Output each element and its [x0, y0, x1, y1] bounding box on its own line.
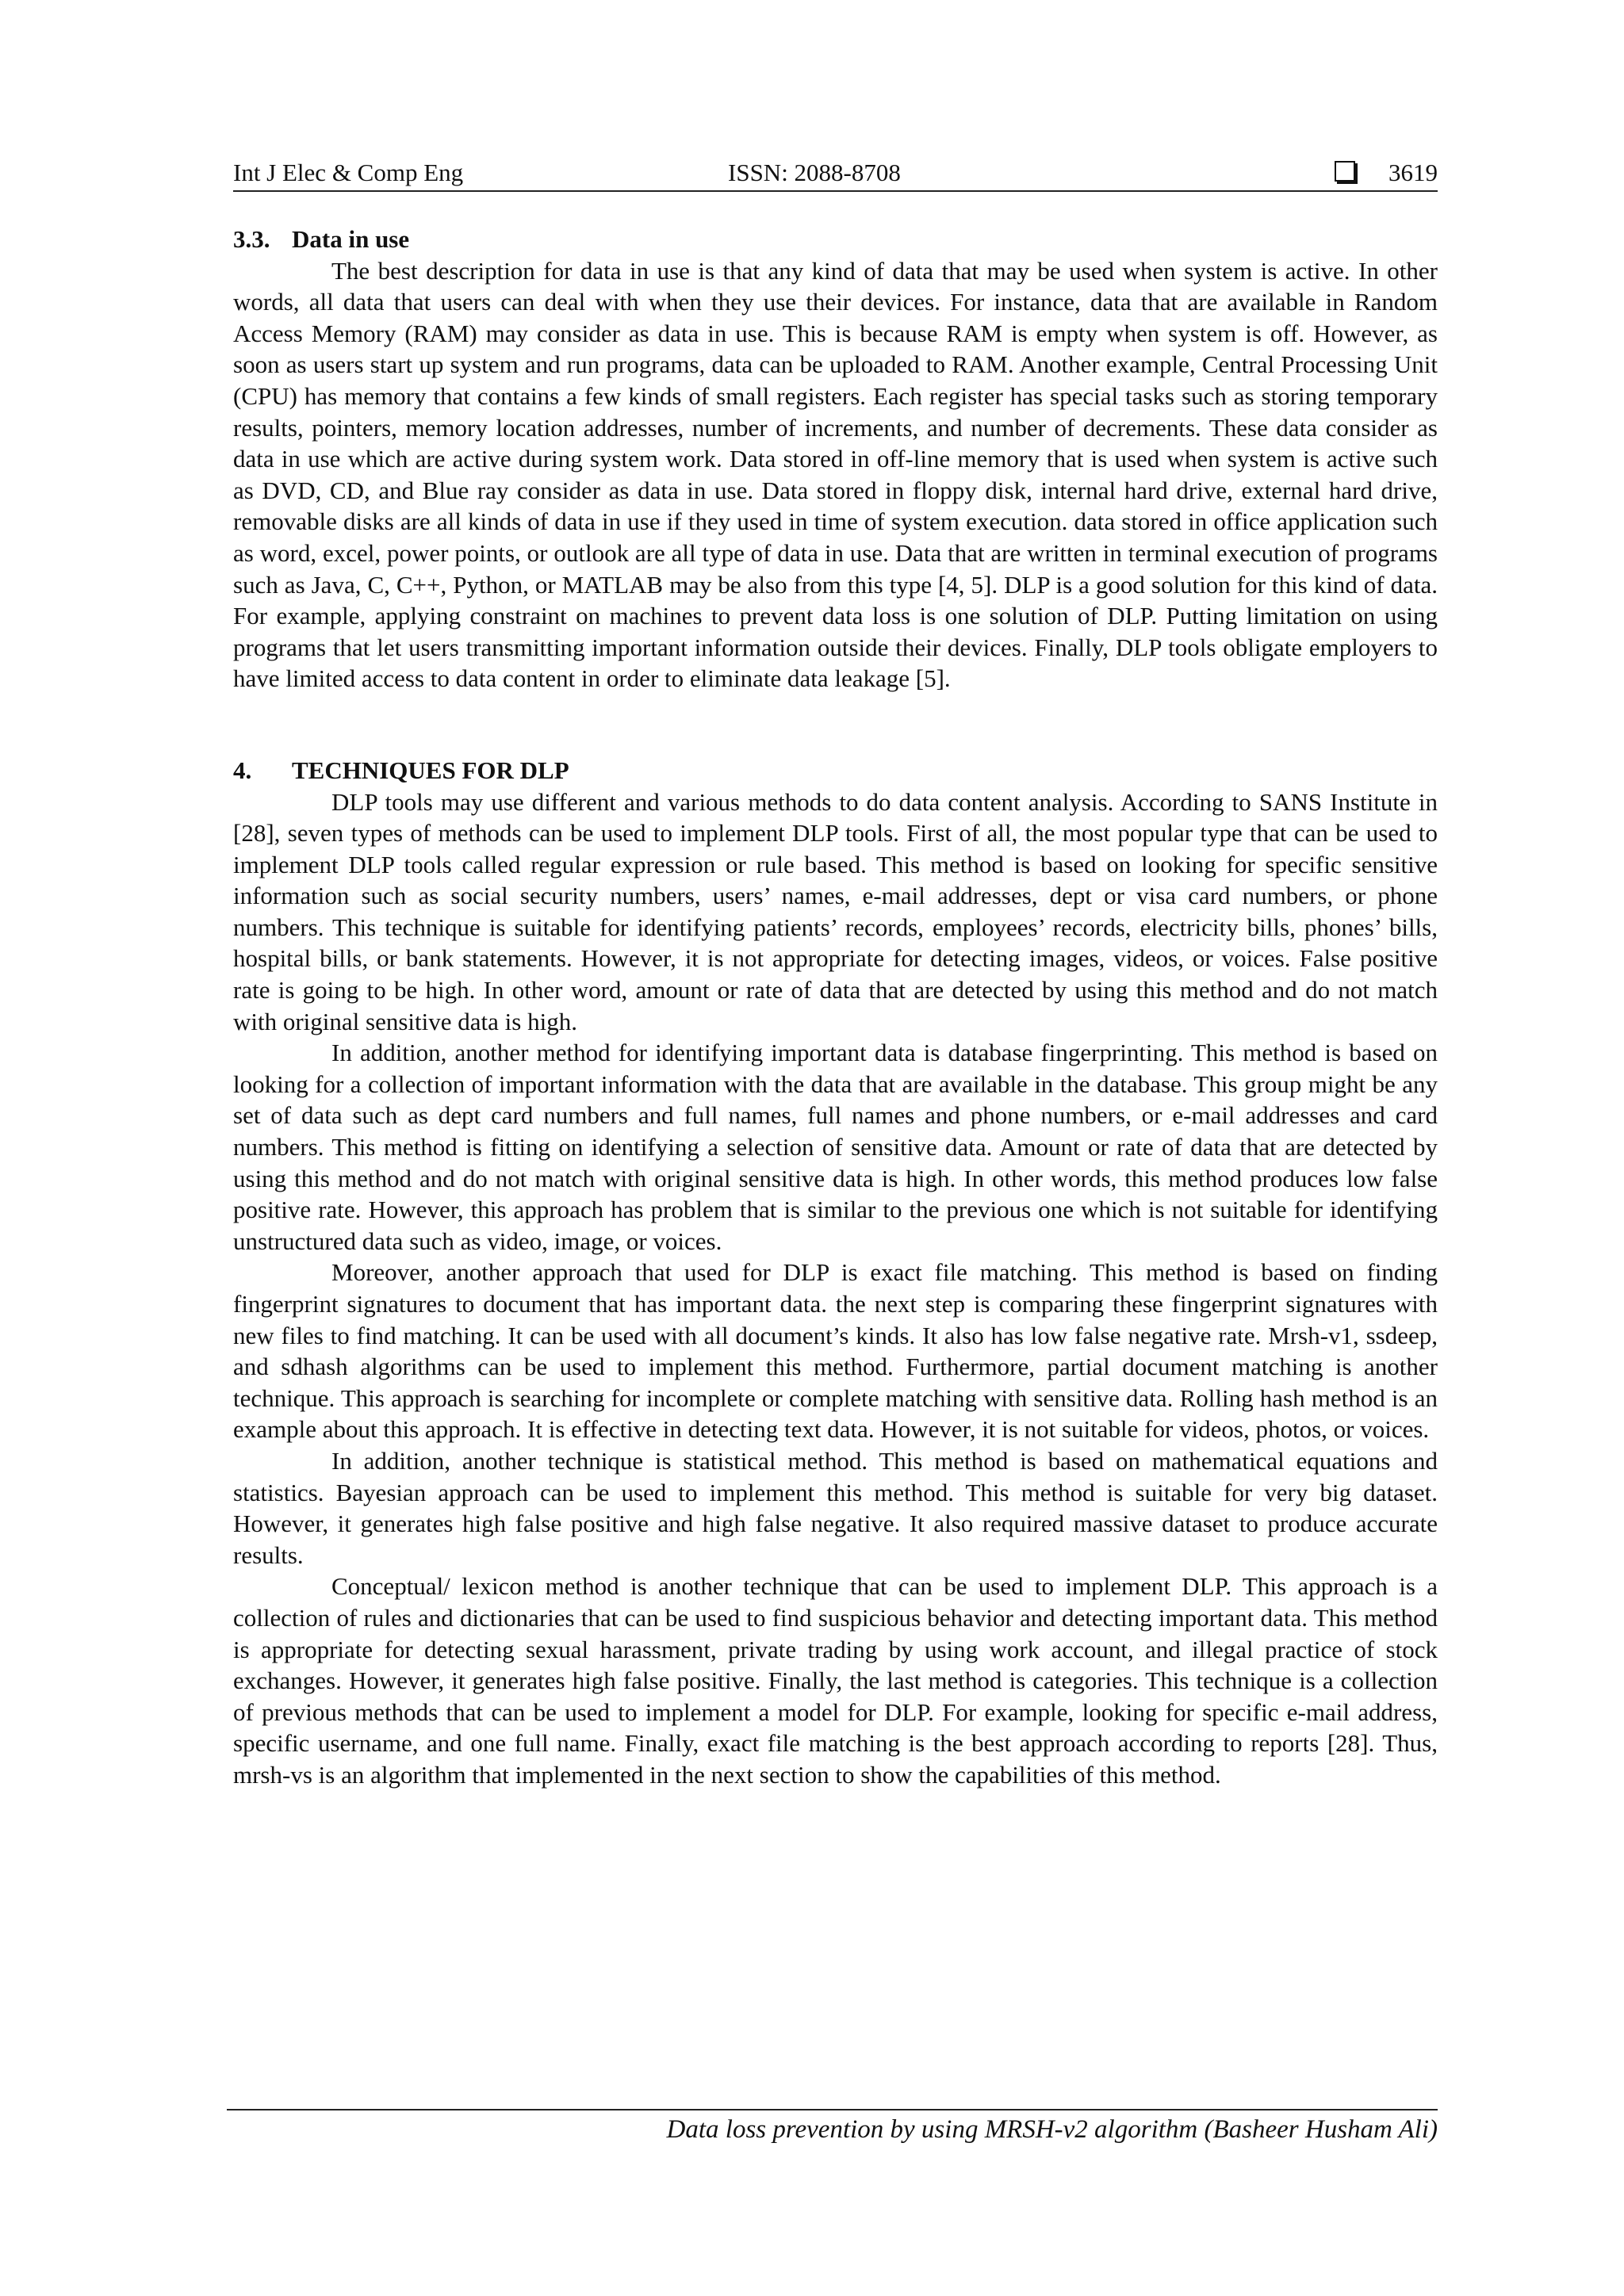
paragraph: Conceptual/ lexicon method is another technique that can be used to implement DLP. This approach is a collection of rules and dictionaries that can be used to find suspicious behavior and detecting important data. This method is appropriate for detecting sexual harassment, private trading by using work account, and illegal practice of stock exchanges. However, it generates high false positive. Finally, the last method is categories. This technique is a collection of previous methods that can be used to implement a model for DLP. For example, looking for specific e-mail address, specific username, and one full name. Finally, exact file matching is the best approach according to reports [28]. Thus, mrsh-vs is an algorithm that implemented in the next section to show the capabilities of this method. [233, 1572, 1438, 1789]
journal-name: Int J Elec & Comp Eng [233, 159, 464, 186]
page-number-block [1335, 155, 1438, 190]
running-header [233, 155, 1438, 192]
paragraph: In addition, another technique is statistical method. This method is based on mathematical equations and statistics. Bayesian approach can be used to implement this method. This method is suitable for very big dataset. However, it generates high false positive and high false negative. It also required massive dataset to produce accurate results. [233, 1446, 1438, 1569]
section-title: TECHNIQUES FOR DLP [292, 756, 569, 784]
section-number: 4. [233, 756, 252, 784]
section-number: 3.3. [233, 225, 270, 253]
running-footer: Data loss prevention by using MRSH-v2 algorithm (Basheer Husham Ali) [666, 2115, 1438, 2144]
paragraph: Moreover, another approach that used for DLP is exact file matching. This method is based on finding fingerprint signatures to document that has important data. the next step is comparing these fingerprint signatures with new files to find matching. It can be used with all document’s kinds. It also has low false negative rate. Mrsh-v1, ssdeep, and sdhash algorithms can be used to implement this method. Furthermore, partial document matching is another technique. This approach is searching for incomplete or complete matching with sensitive data. Rolling hash method is an example about this approach. It is effective in detecting text data. However, it is not suitable for videos, photos, or voices. [233, 1258, 1438, 1444]
section-heading-4 [233, 755, 1438, 786]
section-title: Data in use [292, 225, 410, 253]
section-heading-3-3 [233, 224, 1438, 255]
paragraph: DLP tools may use different and various methods to do data content analysis. According to SANS Institute in [28], seven types of methods can be used to implement DLP tools. First of all, the most popular type that can be used to implement DLP tools called regular expression or rule based. This method is based on looking for specific sensitive information such as social security numbers, users’ names, e-mail addresses, dept or visa card numbers, or phone numbers. This technique is suitable for identifying patients’ records, employees’ records, electricity bills, phones’ bills, hospital bills, or bank statements. However, it is not appropriate for detecting images, videos, or voices. False positive rate is going to be high. In other word, amount or rate of data that are detected by using this method and do not match with original sensitive data is high. [233, 787, 1438, 1035]
footer-divider [227, 2109, 1438, 2110]
page-body [233, 224, 1438, 1791]
paragraph: The best description for data in use is that any kind of data that may be used when system is active. In other words, all data that users can deal with when they use their devices. For instance, data that are available in Random Access Memory (RAM) may consider as data in use. This is because RAM is empty when system is off. However, as soon as users start up system and run programs, data can be uploaded to RAM. Another example, Central Processing Unit (CPU) has memory that contains a few kinds of small registers. Each register has special tasks such as storing temporary results, pointers, memory location addresses, number of increments, and number of decrements. These data consider as data in use which are active during system work. Data stored in off-line memory that is used when system is active such as DVD, CD, and Blue ray consider as data in use. Data stored in floppy disk, internal hard drive, external hard drive, removable disks are all kinds of data in use if they used in time of system execution. data stored in office application such as word, excel, power points, or outlook are all type of data in use. Data that are written in terminal execution of programs such as Java, C, C++, Python, or MATLAB may be also from this type [4, 5]. DLP is a good solution for this kind of data. For example, applying constraint on machines to prevent data loss is one solution of DLP. Putting limitation on using programs that let users transmitting important information outside their devices. Finally, DLP tools obligate employers to have limited access to data content in order to eliminate data leakage [5]. [233, 256, 1438, 693]
paragraph: In addition, another method for identifying important data is database fingerprinting. This method is based on looking for a collection of important information with the data that are available in the database. This group might be any set of data such as dept card numbers and full names, full names and phone numbers, or e-mail addresses and card numbers. This method is fitting on identifying a selection of sensitive data. Amount or rate of data that are detected by using this method and do not match with original sensitive data is high. In other words, this method produces low false positive rate. However, this approach has problem that is similar to the previous one which is not suitable for identifying unstructured data such as video, image, or voices. [233, 1039, 1438, 1255]
issn-number: ISSN: 2088-8708 [728, 159, 901, 186]
page-number: 3619 [1388, 159, 1438, 186]
square-bullet-icon [1335, 161, 1355, 182]
